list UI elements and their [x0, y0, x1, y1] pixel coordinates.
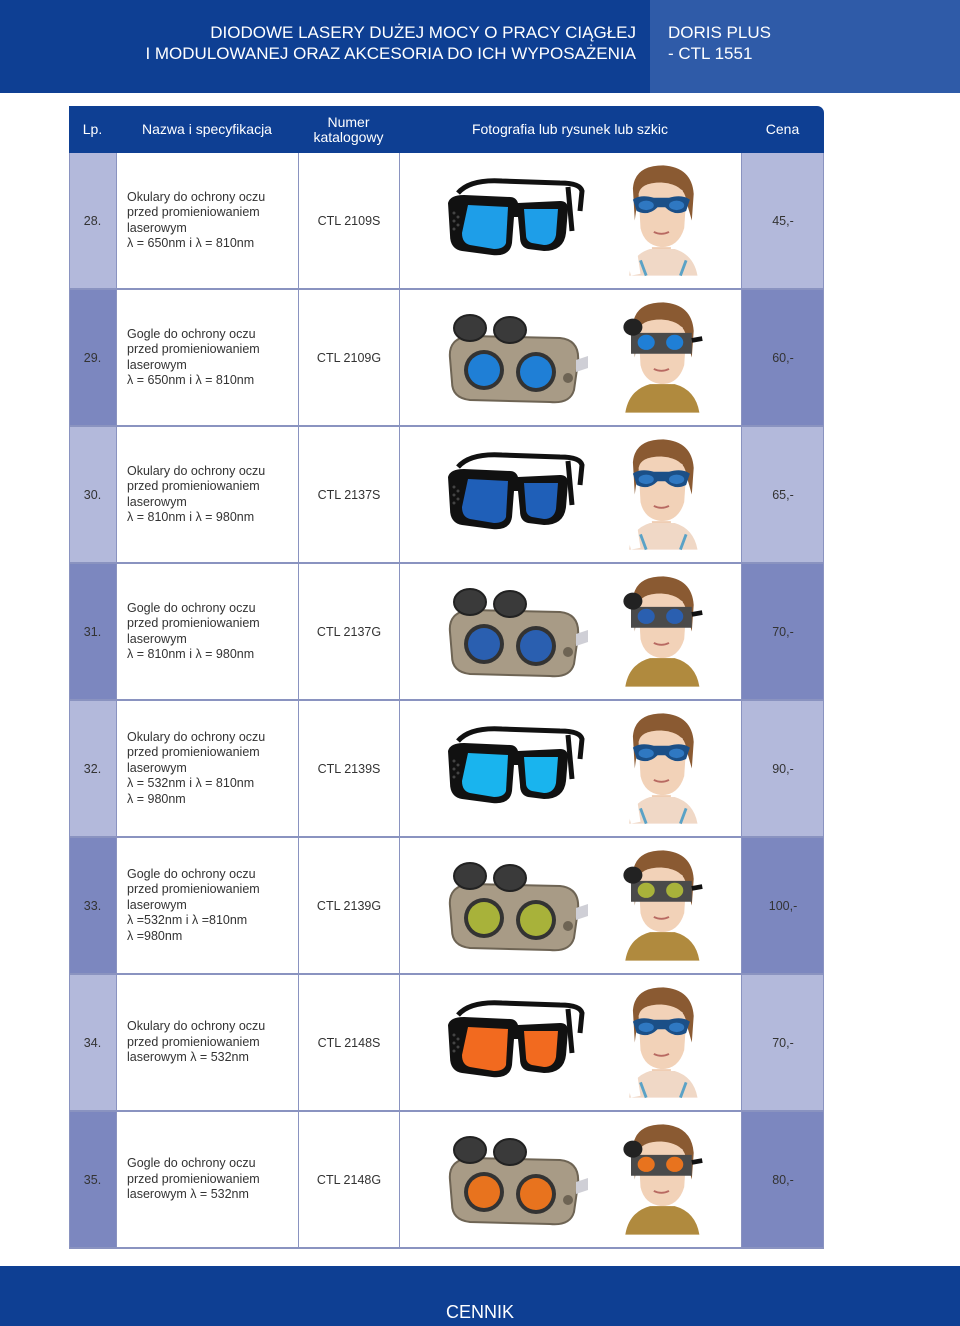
row-photo [399, 838, 741, 973]
row-price: 65,- [741, 427, 824, 562]
row-lp: 35. [69, 1112, 116, 1247]
row-name-line: λ =980nm [127, 928, 183, 943]
row-name-line: przed promieniowaniem [127, 882, 260, 897]
row-photo [399, 153, 741, 288]
row-lp: 33. [69, 838, 116, 973]
row-price: 70,- [741, 564, 824, 699]
model-wearing-eyewear-photo [612, 435, 707, 555]
table-row [69, 153, 824, 290]
row-name-line: λ = 810nm i λ = 980nm [127, 510, 255, 524]
row-photo [399, 564, 741, 699]
safety-glasses-photo [440, 993, 590, 1093]
row-name-line: przed promieniowaniem [127, 205, 260, 219]
row-name-line: laserowym [127, 357, 187, 372]
model-wearing-eyewear-photo [612, 161, 707, 281]
safety-glasses-photo [440, 171, 590, 271]
row-lp: 28. [69, 153, 116, 288]
page-footer [0, 1266, 960, 1326]
header-product-line1: DORIS PLUS [668, 23, 771, 42]
row-name-line: laserowym [127, 760, 187, 775]
row-name-line: λ = 532nm i λ = 810nm [127, 776, 255, 791]
row-name-line: Okulary do ochrony oczu [127, 1019, 266, 1034]
table-row [69, 564, 824, 701]
row-lp: 32. [69, 701, 116, 836]
row-name-line: laserowym [127, 494, 187, 509]
column-header-price: Cena [765, 121, 800, 137]
row-photo [399, 1112, 741, 1247]
model-wearing-eyewear-photo [612, 983, 707, 1103]
row-name-line: laserowym [127, 631, 187, 646]
safety-goggles-photo [440, 1130, 590, 1230]
row-name [116, 975, 298, 1110]
safety-goggles-photo [440, 582, 590, 682]
row-catalog-number: CTL 2148S [298, 975, 399, 1110]
row-name [116, 153, 298, 288]
row-name [116, 701, 298, 836]
page-header [0, 0, 960, 93]
row-name-line: przed promieniowaniem [127, 745, 260, 760]
row-catalog-number: CTL 2148G [298, 1112, 399, 1247]
table-left-border [69, 153, 70, 1249]
row-name-line: λ = 650nm i λ = 810nm [127, 373, 255, 387]
row-name-line: Okulary do ochrony oczu [127, 463, 266, 478]
row-lp: 29. [69, 290, 116, 425]
price-table [69, 106, 824, 1249]
table-right-border [823, 153, 824, 1249]
row-price: 90,- [741, 701, 824, 836]
model-wearing-eyewear-photo [612, 1120, 707, 1240]
header-product-line2: - CTL 1551 [668, 44, 753, 63]
row-name-line: Gogle do ochrony oczu [127, 326, 256, 341]
row-name-line: Gogle do ochrony oczu [127, 866, 256, 881]
row-name-line: przed promieniowaniem [127, 479, 260, 493]
header-title-line1: DIODOWE LASERY DUŻEJ MOCY O PRACY CIĄGŁEJ [210, 23, 636, 42]
table-row [69, 975, 824, 1112]
row-name [116, 290, 298, 425]
row-name [116, 838, 298, 973]
row-catalog-number: CTL 2109S [298, 153, 399, 288]
table-header [69, 106, 824, 153]
row-name [116, 1112, 298, 1247]
row-name [116, 427, 298, 562]
row-catalog-number: CTL 2137G [298, 564, 399, 699]
row-name-line: Okulary do ochrony oczu [127, 729, 266, 744]
row-name-line: λ = 980nm [127, 791, 186, 806]
row-price: 80,- [741, 1112, 824, 1247]
row-name-line: Okulary do ochrony oczu [127, 189, 266, 204]
row-price: 45,- [741, 153, 824, 288]
row-name-line: laserowym [127, 897, 187, 912]
safety-goggles-photo [440, 856, 590, 956]
row-price: 100,- [741, 838, 824, 973]
row-name-line: λ = 650nm i λ = 810nm [127, 236, 255, 250]
row-name-line: λ = 810nm i λ = 980nm [127, 647, 255, 661]
row-name-line: laserowym λ = 532nm [127, 1050, 249, 1065]
row-name-line: przed promieniowaniem [127, 616, 260, 630]
row-name-line: Gogle do ochrony oczu [127, 600, 256, 615]
safety-goggles-photo [440, 308, 590, 408]
row-catalog-number: CTL 2109G [298, 290, 399, 425]
row-catalog-number: CTL 2139G [298, 838, 399, 973]
header-product [650, 0, 960, 93]
row-photo [399, 975, 741, 1110]
table-row [69, 1112, 824, 1249]
column-header-photo: Fotografia lub rysunek lub szkic [471, 121, 669, 137]
column-header-name: Nazwa i specyfikacja [142, 121, 272, 137]
model-wearing-eyewear-photo [612, 572, 707, 692]
table-row [69, 427, 824, 564]
header-title-line2: I MODULOWANEJ ORAZ AKCESORIA DO ICH WYPOSAŻENIA [145, 44, 636, 63]
row-price: 70,- [741, 975, 824, 1110]
row-catalog-number: CTL 2137S [298, 427, 399, 562]
row-name-line: laserowym [127, 220, 187, 235]
footer-label: CENNIK [445, 1302, 514, 1322]
row-lp: 31. [69, 564, 116, 699]
row-name [116, 564, 298, 699]
model-wearing-eyewear-photo [612, 846, 707, 966]
table-body [69, 153, 824, 1249]
table-row [69, 701, 824, 838]
row-price: 60,- [741, 290, 824, 425]
row-lp: 34. [69, 975, 116, 1110]
model-wearing-eyewear-photo [612, 298, 707, 418]
row-name-line: przed promieniowaniem [127, 342, 260, 356]
column-header-lp: Lp. [82, 121, 103, 137]
row-name-line: przed promieniowaniem [127, 1034, 260, 1049]
model-wearing-eyewear-photo [612, 709, 707, 829]
row-name-line: λ =532nm i λ =810nm [127, 913, 248, 928]
column-header-number: Numer katalogowy [313, 113, 384, 145]
row-photo [399, 427, 741, 562]
safety-glasses-photo [440, 719, 590, 819]
row-name-line: Gogle do ochrony oczu [127, 1156, 256, 1171]
safety-glasses-photo [440, 445, 590, 545]
row-photo [399, 290, 741, 425]
header-title [0, 0, 650, 93]
table-row [69, 290, 824, 427]
row-name-line: przed promieniowaniem [127, 1171, 260, 1186]
row-photo [399, 701, 741, 836]
row-lp: 30. [69, 427, 116, 562]
table-row [69, 838, 824, 975]
row-name-line: laserowym λ = 532nm [127, 1187, 249, 1202]
row-catalog-number: CTL 2139S [298, 701, 399, 836]
